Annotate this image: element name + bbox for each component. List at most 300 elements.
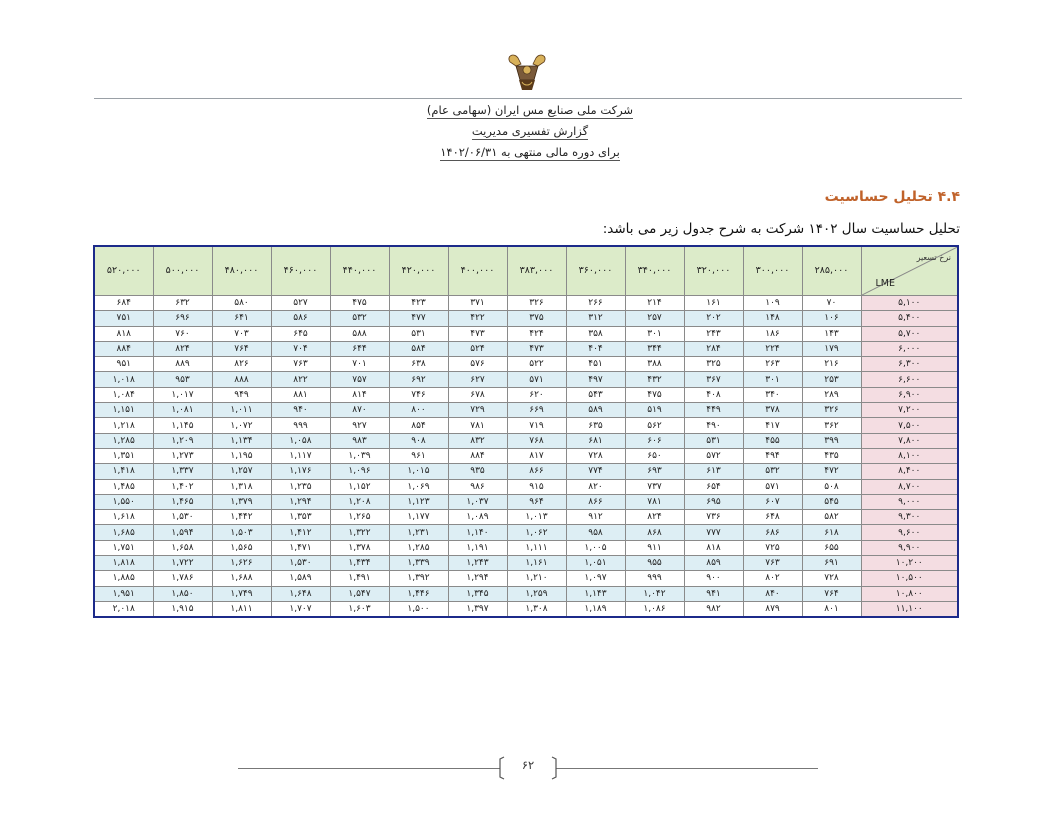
report-title: گزارش تفسیری مدیریت [471, 124, 589, 138]
table-cell: ۸۶۶ [566, 494, 625, 509]
table-cell: ۱,۰۸۶ [625, 601, 684, 617]
table-cell: ۱,۲۰۸ [330, 494, 389, 509]
table-cell: ۸۵۹ [684, 556, 743, 571]
table-cell: ۲۵۷ [625, 311, 684, 326]
column-header: ۴۲۰,۰۰۰ [389, 246, 448, 296]
table-cell: ۶۹۶ [153, 311, 212, 326]
table-cell: ۵۷۲ [684, 448, 743, 463]
table-cell: ۱,۲۵۷ [212, 464, 271, 479]
table-cell: ۷۲۹ [448, 403, 507, 418]
table-cell: ۶۸۱ [566, 433, 625, 448]
table-cell: ۳۷۵ [507, 311, 566, 326]
table-row [94, 418, 958, 433]
table-cell: ۱,۰۹۶ [330, 464, 389, 479]
table-cell: ۷۰ [802, 296, 861, 311]
table-row [94, 448, 958, 463]
report-period: برای دوره مالی منتهی به ۱۴۰۲/۰۶/۳۱ [440, 145, 620, 159]
table-cell: ۱,۰۱۸ [94, 372, 153, 387]
table-cell: ۶۴۴ [330, 341, 389, 356]
table-row [94, 494, 958, 509]
table-cell: ۱,۱۴۵ [153, 418, 212, 433]
table-cell: ۱,۰۴۲ [625, 586, 684, 601]
table-cell: ۲۸۴ [684, 341, 743, 356]
table-cell: ۴۷۳ [507, 341, 566, 356]
table-cell: ۵۴۵ [802, 494, 861, 509]
table-cell: ۴۲۳ [389, 296, 448, 311]
footer-rule-left [238, 768, 500, 769]
table-row [94, 556, 958, 571]
column-header: ۳۲۰,۰۰۰ [684, 246, 743, 296]
table-cell: ۶۹۵ [684, 494, 743, 509]
table-row [94, 586, 958, 601]
table-cell: ۹۸۲ [684, 601, 743, 617]
table-cell: ۸۲۲ [271, 372, 330, 387]
table-cell: ۵۷۱ [507, 372, 566, 387]
table-cell: ۶۱۳ [684, 464, 743, 479]
table-cell: ۱,۱۹۱ [448, 540, 507, 555]
corner-lme-label: LME [875, 278, 895, 289]
table-cell: ۵۸۲ [802, 510, 861, 525]
table-cell: ۱,۰۸۱ [153, 403, 212, 418]
table-cell: ۸۴۰ [743, 586, 802, 601]
column-header: ۵۲۰,۰۰۰ [94, 246, 153, 296]
table-cell: ۱,۴۴۶ [389, 586, 448, 601]
table-cell: ۸۸۱ [271, 387, 330, 402]
lme-cell: ۸,۷۰۰ [861, 479, 958, 494]
lme-cell: ۱۰,۲۰۰ [861, 556, 958, 571]
table-cell: ۸۰۲ [743, 571, 802, 586]
table-cell: ۸۵۴ [389, 418, 448, 433]
table-cell: ۱,۲۸۵ [389, 540, 448, 555]
table-cell: ۳۲۵ [684, 357, 743, 372]
table-row [94, 296, 958, 311]
table-cell: ۵۳۲ [330, 311, 389, 326]
table-row [94, 357, 958, 372]
table-cell: ۸۱۷ [507, 448, 566, 463]
table-cell: ۵۳۲ [743, 464, 802, 479]
table-cell: ۴۷۳ [448, 326, 507, 341]
table-cell: ۱,۰۱۱ [212, 403, 271, 418]
table-cell: ۲۴۳ [684, 326, 743, 341]
table-cell: ۱,۷۴۹ [212, 586, 271, 601]
sensitivity-table [93, 245, 959, 618]
table-cell: ۳۸۸ [625, 357, 684, 372]
table-cell: ۱,۵۴۷ [330, 586, 389, 601]
table-cell: ۸۲۴ [153, 341, 212, 356]
table-row [94, 403, 958, 418]
table-cell: ۴۵۵ [743, 433, 802, 448]
table-cell: ۱,۲۴۳ [448, 556, 507, 571]
table-cell: ۷۲۵ [743, 540, 802, 555]
lme-cell: ۵,۷۰۰ [861, 326, 958, 341]
table-cell: ۲,۰۱۸ [94, 601, 153, 617]
table-cell: ۱,۸۵۰ [153, 586, 212, 601]
table-cell: ۳۵۸ [566, 326, 625, 341]
table-cell: ۱,۴۰۲ [153, 479, 212, 494]
table-cell: ۱,۱۷۶ [271, 464, 330, 479]
table-cell: ۲۶۶ [566, 296, 625, 311]
table-header-row [94, 246, 958, 296]
table-cell: ۱,۲۵۹ [507, 586, 566, 601]
table-cell: ۱,۴۸۵ [94, 479, 153, 494]
table-cell: ۶۸۴ [94, 296, 153, 311]
column-header: ۳۶۰,۰۰۰ [566, 246, 625, 296]
table-cell: ۱,۲۸۵ [94, 433, 153, 448]
table-cell: ۴۷۲ [802, 464, 861, 479]
table-cell: ۶۱۸ [802, 525, 861, 540]
table-cell: ۱,۵۳۰ [271, 556, 330, 571]
table-cell: ۹۸۶ [448, 479, 507, 494]
table-cell: ۱۰۹ [743, 296, 802, 311]
table-cell: ۱,۶۲۶ [212, 556, 271, 571]
table-cell: ۱,۱۲۳ [389, 494, 448, 509]
table-cell: ۱,۲۷۳ [153, 448, 212, 463]
table-cell: ۱,۱۵۱ [94, 403, 153, 418]
table-cell: ۱,۸۱۱ [212, 601, 271, 617]
table-cell: ۱,۳۷۸ [330, 540, 389, 555]
table-cell: ۴۲۴ [507, 326, 566, 341]
lme-cell: ۵,۴۰۰ [861, 311, 958, 326]
table-cell: ۱,۷۸۶ [153, 571, 212, 586]
table-cell: ۷۵۷ [330, 372, 389, 387]
table-cell: ۱,۰۱۳ [507, 510, 566, 525]
table-cell: ۲۱۶ [802, 357, 861, 372]
column-header: ۳۴۰,۰۰۰ [625, 246, 684, 296]
table-cell: ۶۹۱ [802, 556, 861, 571]
table-cell: ۸۱۴ [330, 387, 389, 402]
table-cell: ۸۶۸ [625, 525, 684, 540]
table-cell: ۶۵۵ [802, 540, 861, 555]
lme-cell: ۹,۶۰۰ [861, 525, 958, 540]
table-cell: ۱,۴۱۸ [94, 464, 153, 479]
table-cell: ۱,۸۱۸ [94, 556, 153, 571]
table-cell: ۱,۵۵۰ [94, 494, 153, 509]
table-cell: ۲۶۳ [743, 357, 802, 372]
lme-cell: ۷,۵۰۰ [861, 418, 958, 433]
table-cell: ۳۲۶ [507, 296, 566, 311]
table-cell: ۱,۰۸۹ [448, 510, 507, 525]
table-cell: ۱,۴۴۲ [212, 510, 271, 525]
table-row [94, 311, 958, 326]
table-cell: ۴۹۰ [684, 418, 743, 433]
table-cell: ۱,۴۹۱ [330, 571, 389, 586]
table-cell: ۱,۴۶۵ [153, 494, 212, 509]
table-cell: ۷۰۳ [212, 326, 271, 341]
table-cell: ۵۸۰ [212, 296, 271, 311]
table-cell: ۱۴۳ [802, 326, 861, 341]
corner-rate-label: نرخ تسعیر [916, 253, 951, 262]
lme-cell: ۷,۲۰۰ [861, 403, 958, 418]
footer-rule-right [556, 768, 818, 769]
table-cell: ۱,۶۴۸ [271, 586, 330, 601]
table-cell: ۹۹۹ [625, 571, 684, 586]
table-cell: ۳۴۰ [743, 387, 802, 402]
table-cell: ۶۸۶ [743, 525, 802, 540]
table-cell: ۸۸۸ [212, 372, 271, 387]
lme-cell: ۶,۳۰۰ [861, 357, 958, 372]
table-cell: ۱,۲۹۴ [271, 494, 330, 509]
table-cell: ۱,۰۵۱ [566, 556, 625, 571]
table-cell: ۸۲۶ [212, 357, 271, 372]
table-cell: ۹۶۱ [389, 448, 448, 463]
column-header: ۳۰۰,۰۰۰ [743, 246, 802, 296]
table-cell: ۴۲۲ [448, 311, 507, 326]
table-cell: ۶۵۰ [625, 448, 684, 463]
table-cell: ۱,۵۰۳ [212, 525, 271, 540]
table-cell: ۱,۳۴۵ [448, 586, 507, 601]
column-header: ۵۰۰,۰۰۰ [153, 246, 212, 296]
table-cell: ۱,۲۹۴ [448, 571, 507, 586]
table-cell: ۶۴۸ [743, 510, 802, 525]
table-cell: ۲۱۴ [625, 296, 684, 311]
table-cell: ۷۶۳ [743, 556, 802, 571]
table-cell: ۱,۴۷۱ [271, 540, 330, 555]
table-cell: ۳۷۱ [448, 296, 507, 311]
table-cell: ۸۶۶ [507, 464, 566, 479]
company-logo [504, 50, 550, 94]
table-cell: ۳۹۹ [802, 433, 861, 448]
table-cell: ۳۱۲ [566, 311, 625, 326]
lme-cell: ۸,۱۰۰ [861, 448, 958, 463]
table-cell: ۱۴۸ [743, 311, 802, 326]
table-cell: ۱,۱۵۲ [330, 479, 389, 494]
table-cell: ۴۴۹ [684, 403, 743, 418]
table-cell: ۶۶۹ [507, 403, 566, 418]
table-cell: ۷۰۱ [330, 357, 389, 372]
table-cell: ۱,۴۳۴ [330, 556, 389, 571]
table-row [94, 433, 958, 448]
table-cell: ۷۴۶ [389, 387, 448, 402]
table-cell: ۴۷۵ [625, 387, 684, 402]
table-cell: ۱,۱۴۰ [448, 525, 507, 540]
table-cell: ۱,۷۰۷ [271, 601, 330, 617]
table-cell: ۹۰۰ [684, 571, 743, 586]
table-cell: ۷۰۴ [271, 341, 330, 356]
table-cell: ۲۰۲ [684, 311, 743, 326]
table-cell: ۱,۶۱۸ [94, 510, 153, 525]
table-cell: ۳۶۷ [684, 372, 743, 387]
lme-cell: ۸,۴۰۰ [861, 464, 958, 479]
table-cell: ۱,۵۰۰ [389, 601, 448, 617]
table-cell: ۱,۲۶۵ [330, 510, 389, 525]
table-cell: ۱,۱۶۱ [507, 556, 566, 571]
table-cell: ۸۰۱ [802, 601, 861, 617]
lme-cell: ۱۰,۵۰۰ [861, 571, 958, 586]
table-cell: ۸۳۲ [448, 433, 507, 448]
table-cell: ۱,۰۳۹ [330, 448, 389, 463]
table-cell: ۲۵۳ [802, 372, 861, 387]
table-cell: ۵۰۸ [802, 479, 861, 494]
table-cell: ۷۲۸ [566, 448, 625, 463]
table-cell: ۹۶۴ [507, 494, 566, 509]
table-cell: ۵۲۴ [448, 341, 507, 356]
table-cell: ۹۳۵ [448, 464, 507, 479]
table-cell: ۷۷۴ [566, 464, 625, 479]
table-cell: ۸۸۹ [153, 357, 212, 372]
table-cell: ۱,۳۳۹ [389, 556, 448, 571]
table-cell: ۷۸۱ [448, 418, 507, 433]
table-cell: ۱۷۹ [802, 341, 861, 356]
table-cell: ۷۶۳ [271, 357, 330, 372]
lme-cell: ۹,۳۰۰ [861, 510, 958, 525]
table-cell: ۱,۹۵۱ [94, 586, 153, 601]
lme-cell: ۱۰,۸۰۰ [861, 586, 958, 601]
table-cell: ۵۸۴ [389, 341, 448, 356]
table-cell: ۴۰۸ [684, 387, 743, 402]
table-cell: ۱,۰۱۵ [389, 464, 448, 479]
table-cell: ۱,۲۱۰ [507, 571, 566, 586]
table-cell: ۵۷۱ [743, 479, 802, 494]
table-cell: ۶۴۵ [271, 326, 330, 341]
table-cell: ۱,۷۵۱ [94, 540, 153, 555]
table-cell: ۷۷۷ [684, 525, 743, 540]
table-cell: ۲۲۴ [743, 341, 802, 356]
table-cell: ۵۴۳ [566, 387, 625, 402]
page-number: ۶۲ [521, 758, 535, 772]
lme-cell: ۹,۹۰۰ [861, 540, 958, 555]
table-cell: ۹۱۵ [507, 479, 566, 494]
table-cell: ۱,۳۹۷ [448, 601, 507, 617]
table-cell: ۱,۵۹۴ [153, 525, 212, 540]
table-cell: ۱,۱۳۴ [212, 433, 271, 448]
table-cell: ۱,۶۰۳ [330, 601, 389, 617]
table-row [94, 464, 958, 479]
table-cell: ۱,۹۱۵ [153, 601, 212, 617]
table-cell: ۱,۱۱۱ [507, 540, 566, 555]
table-cell: ۱,۳۵۳ [271, 510, 330, 525]
table-cell: ۱,۳۳۷ [153, 464, 212, 479]
table-cell: ۴۹۴ [743, 448, 802, 463]
table-cell: ۶۳۲ [153, 296, 212, 311]
table-cell: ۳۲۶ [802, 403, 861, 418]
table-cell: ۶۰۷ [743, 494, 802, 509]
table-cell: ۱,۶۵۸ [153, 540, 212, 555]
table-cell: ۴۵۱ [566, 357, 625, 372]
table-cell: ۳۶۲ [802, 418, 861, 433]
table-cell: ۹۴۹ [212, 387, 271, 402]
table-cell: ۱,۲۳۱ [389, 525, 448, 540]
column-header: ۲۸۵,۰۰۰ [802, 246, 861, 296]
table-cell: ۸۲۴ [625, 510, 684, 525]
table-cell: ۱,۳۰۸ [507, 601, 566, 617]
table-cell: ۸۰۰ [389, 403, 448, 418]
table-cell: ۳۴۴ [625, 341, 684, 356]
table-cell: ۷۲۸ [802, 571, 861, 586]
column-header: ۳۸۳,۰۰۰ [507, 246, 566, 296]
table-cell: ۵۳۱ [389, 326, 448, 341]
table-cell: ۹۱۱ [625, 540, 684, 555]
table-cell: ۵۸۸ [330, 326, 389, 341]
table-cell: ۴۷۷ [389, 311, 448, 326]
table-row [94, 387, 958, 402]
table-cell: ۱,۶۸۵ [94, 525, 153, 540]
table-cell: ۷۶۴ [802, 586, 861, 601]
table-row [94, 540, 958, 555]
table-cell: ۱,۲۱۸ [94, 418, 153, 433]
table-cell: ۶۲۷ [448, 372, 507, 387]
table-cell: ۷۱۹ [507, 418, 566, 433]
table-cell: ۱,۰۷۲ [212, 418, 271, 433]
lme-cell: ۱۱,۱۰۰ [861, 601, 958, 617]
table-cell: ۱,۳۲۲ [330, 525, 389, 540]
table-cell: ۴۷۵ [330, 296, 389, 311]
table-cell: ۹۹۹ [271, 418, 330, 433]
company-name: شرکت ملی صنایع مس ایران (سهامی عام) [426, 103, 634, 117]
table-cell: ۶۴۱ [212, 311, 271, 326]
table-cell: ۱,۰۶۲ [507, 525, 566, 540]
table-cell: ۹۰۸ [389, 433, 448, 448]
table-cell: ۱,۳۵۱ [94, 448, 153, 463]
table-cell: ۷۸۱ [625, 494, 684, 509]
table-cell: ۹۸۳ [330, 433, 389, 448]
table-row [94, 571, 958, 586]
lme-cell: ۶,۶۰۰ [861, 372, 958, 387]
table-cell: ۴۱۷ [743, 418, 802, 433]
table-cell: ۸۷۹ [743, 601, 802, 617]
table-cell: ۴۹۷ [566, 372, 625, 387]
table-cell: ۱,۳۱۸ [212, 479, 271, 494]
table-cell: ۳۰۱ [743, 372, 802, 387]
table-cell: ۵۲۷ [271, 296, 330, 311]
table-cell: ۱,۰۱۷ [153, 387, 212, 402]
table-cell: ۱,۰۳۷ [448, 494, 507, 509]
table-cell: ۵۶۲ [625, 418, 684, 433]
table-cell: ۱,۰۹۷ [566, 571, 625, 586]
table-cell: ۳۷۸ [743, 403, 802, 418]
table-cell: ۹۴۱ [684, 586, 743, 601]
table-cell: ۱,۴۱۲ [271, 525, 330, 540]
table-cell: ۹۵۳ [153, 372, 212, 387]
column-header: ۴۰۰,۰۰۰ [448, 246, 507, 296]
column-header: ۴۴۰,۰۰۰ [330, 246, 389, 296]
table-cell: ۶۷۸ [448, 387, 507, 402]
lme-cell: ۹,۰۰۰ [861, 494, 958, 509]
table-row [94, 326, 958, 341]
table-cell: ۱,۰۸۴ [94, 387, 153, 402]
table-row [94, 372, 958, 387]
table-cell: ۷۳۶ [684, 510, 743, 525]
section-title: ۴.۴ تحلیل حساسیت [824, 189, 960, 205]
table-cell: ۵۸۶ [271, 311, 330, 326]
table-cell: ۱,۱۷۷ [389, 510, 448, 525]
table-cell: ۵۸۹ [566, 403, 625, 418]
table-cell: ۹۲۷ [330, 418, 389, 433]
table-cell: ۵۷۶ [448, 357, 507, 372]
table-cell: ۸۲۰ [566, 479, 625, 494]
intro-text: تحلیل حساسیت سال ۱۴۰۲ شرکت به شرح جدول زیر می باشد: [602, 221, 960, 237]
table-cell: ۷۳۷ [625, 479, 684, 494]
table-cell: ۷۶۰ [153, 326, 212, 341]
table-cell: ۲۸۹ [802, 387, 861, 402]
table-cell: ۱۶۱ [684, 296, 743, 311]
table-cell: ۸۱۸ [94, 326, 153, 341]
table-cell: ۱,۱۸۹ [566, 601, 625, 617]
table-cell: ۱,۷۲۲ [153, 556, 212, 571]
table-cell: ۱,۸۸۵ [94, 571, 153, 586]
table-cell: ۱,۲۰۹ [153, 433, 212, 448]
table-cell: ۷۵۱ [94, 311, 153, 326]
table-cell: ۱,۱۴۳ [566, 586, 625, 601]
table-cell: ۱,۵۶۵ [212, 540, 271, 555]
table-row [94, 479, 958, 494]
table-row [94, 510, 958, 525]
table-cell: ۱,۶۸۸ [212, 571, 271, 586]
table-cell: ۱,۰۵۸ [271, 433, 330, 448]
table-cell: ۱,۰۰۵ [566, 540, 625, 555]
table-cell: ۵۲۲ [507, 357, 566, 372]
corner-header [861, 246, 958, 296]
table-cell: ۷۶۸ [507, 433, 566, 448]
